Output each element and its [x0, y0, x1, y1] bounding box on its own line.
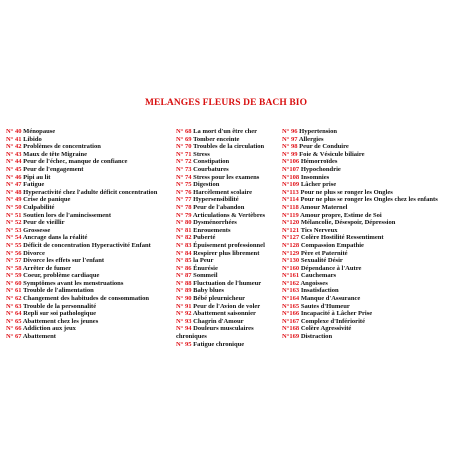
list-item	[6, 333, 176, 341]
item-number: N° 45	[6, 165, 22, 173]
item-number: N°160	[282, 264, 300, 272]
item-number: N°168	[282, 325, 300, 333]
list-item	[176, 128, 282, 136]
item-number: N° 42	[6, 143, 22, 151]
item-label: Peur de Conduire	[299, 143, 349, 151]
item-label: Peur de l'Avion de voler	[193, 302, 261, 310]
item-number: N°162	[282, 279, 300, 287]
item-number: N°114	[282, 196, 299, 204]
item-number: N° 68	[176, 128, 192, 135]
item-label: Dépendance à l'Autre	[300, 264, 362, 272]
item-label: Bébé pleurnicheur	[193, 295, 246, 303]
item-number: N° 75	[176, 181, 192, 189]
item-label-continuation: chroniques	[176, 333, 207, 341]
item-number: N°106	[282, 158, 300, 166]
list-item	[6, 227, 176, 235]
item-label: Compassion Empathie	[300, 241, 364, 249]
item-label: Respirer plus librement	[193, 249, 260, 257]
item-label: Tomber enceinte	[193, 135, 240, 143]
item-number: N° 76	[176, 188, 192, 196]
item-label: Stress pour les examens	[193, 173, 260, 181]
item-label: Problèmes de concentration	[23, 143, 101, 151]
item-number: N° 85	[176, 257, 192, 265]
list-item	[6, 272, 176, 280]
item-label: Incapacité à Lâcher Prise	[300, 310, 373, 318]
item-label: Allergies	[298, 135, 324, 143]
list-item	[6, 181, 176, 189]
list-item	[282, 204, 450, 212]
item-number: N° 98	[282, 143, 298, 151]
item-label: Fluctuation de l'humeur	[193, 279, 262, 287]
item-number: N° 73	[176, 165, 192, 173]
list-item	[176, 158, 282, 166]
item-number: N°113	[282, 188, 299, 196]
item-number: N° 82	[176, 234, 192, 242]
item-number: N° 44	[6, 158, 22, 166]
list-item	[176, 227, 282, 235]
item-number: N° 78	[176, 203, 192, 211]
item-label: Troubles de la circulation	[193, 143, 265, 151]
item-label: Complexe d'Infériorité	[300, 317, 365, 325]
item-number: N° 87	[176, 272, 192, 280]
item-number: N° 51	[6, 211, 22, 219]
item-label: Mélancolie, Désespoir, Dépression	[300, 219, 396, 227]
item-number: N° 94	[176, 325, 192, 333]
item-label: Enrouements	[193, 226, 231, 234]
item-label: Hémorroïdes	[300, 158, 338, 166]
list-item	[6, 166, 176, 174]
item-number: N° 52	[6, 219, 22, 227]
item-label: Peur de l'échec, manque de confiance	[23, 158, 128, 166]
list-item	[282, 333, 450, 341]
item-label: Épuisement professionnel	[193, 241, 265, 249]
item-label: Libido	[23, 135, 42, 143]
item-number: N°166	[282, 310, 300, 318]
item-number: N°128	[282, 241, 300, 249]
item-label: Grossesse	[23, 226, 51, 234]
item-number: N° 41	[6, 135, 22, 143]
list-item	[6, 318, 176, 326]
list-item	[6, 257, 176, 265]
list-item	[176, 136, 282, 144]
item-number: N°161	[282, 272, 300, 280]
list-item	[6, 287, 176, 295]
list-item	[176, 287, 282, 295]
item-label: Baby blues	[193, 287, 224, 295]
item-number: N° 53	[6, 226, 22, 234]
item-number: N° 77	[176, 196, 192, 204]
item-label: Peur de l'abandon	[193, 203, 245, 211]
item-number: N° 47	[6, 181, 22, 189]
item-label: Fatigue chronique	[193, 340, 245, 348]
item-number: N°118	[282, 203, 299, 211]
item-label: Addiction aux jeux	[22, 325, 76, 333]
list-item	[6, 250, 176, 258]
list-column-1	[6, 128, 176, 341]
item-label: Tics Nerveux	[300, 226, 338, 234]
item-number: N° 66	[6, 325, 22, 333]
list-item	[176, 204, 282, 212]
item-label: Manque d'Assurance	[300, 295, 361, 303]
list-item	[282, 257, 450, 265]
item-number: N° 62	[6, 295, 22, 303]
item-label: Insatisfaction	[300, 287, 339, 295]
item-number: N°164	[282, 295, 300, 303]
list-item	[282, 151, 450, 159]
item-label: Sexualité Désir	[300, 257, 343, 265]
item-label: Constipation	[193, 158, 230, 166]
item-label: Symptômes avant les menstruations	[23, 279, 124, 287]
item-number: N°169	[282, 333, 300, 341]
item-number: N° 95	[176, 340, 192, 348]
list-column-2	[176, 128, 282, 348]
item-label: Colère Agressivité	[300, 325, 352, 333]
item-label: Puberté	[193, 234, 216, 242]
list-item	[6, 265, 176, 273]
item-number: N° 88	[176, 279, 192, 287]
item-label: Énurésie	[193, 264, 218, 272]
list-item	[6, 158, 176, 166]
list-item	[282, 196, 450, 204]
item-label: Chagrin d'Amour	[193, 317, 244, 325]
list-item	[176, 310, 282, 318]
item-number: N° 69	[176, 135, 192, 143]
item-label: Pour ne plus se ronger les Ongles	[300, 188, 393, 196]
list-item	[176, 272, 282, 280]
list-item	[6, 280, 176, 288]
item-label: Hyperactivité chez l'adulte déficit concentration	[23, 188, 158, 196]
list-item	[282, 310, 450, 318]
list-item	[282, 143, 450, 151]
list-item	[6, 219, 176, 227]
item-number: N°120	[282, 219, 300, 227]
item-number: N° 56	[6, 249, 22, 257]
item-number: N° 72	[176, 158, 192, 166]
item-number: N° 70	[176, 143, 192, 151]
item-number: N° 83	[176, 241, 192, 249]
item-label: La mort d'un être cher	[193, 128, 258, 135]
item-label: Pipi au lit	[23, 173, 51, 181]
item-label: Harcèlement scolaire	[193, 188, 253, 196]
item-label: Digestion	[193, 181, 220, 189]
item-number: N° 50	[6, 203, 22, 211]
list-item	[176, 318, 282, 326]
item-label: Abattement saisonnier	[192, 310, 256, 318]
item-label: Culpabilité	[23, 203, 55, 211]
item-number: N°167	[282, 317, 300, 325]
list-item	[282, 272, 450, 280]
list-item	[176, 189, 282, 197]
item-number: N° 61	[6, 287, 22, 295]
item-label: Hypertension	[299, 128, 337, 135]
item-label: Trouble de la personnalité	[23, 302, 97, 310]
item-label: Divorce les effets sur l'enfant	[23, 257, 105, 265]
list-item	[176, 250, 282, 258]
item-label: Crise de panique	[23, 196, 71, 204]
list-item	[6, 136, 176, 144]
item-number: N° 43	[6, 150, 22, 158]
list-item	[6, 212, 176, 220]
list-item	[282, 128, 450, 136]
item-number: N° 92	[176, 310, 192, 318]
list-item	[6, 310, 176, 318]
list-item	[282, 136, 450, 144]
list-item	[176, 151, 282, 159]
list-item	[282, 181, 450, 189]
item-number: N° 91	[176, 302, 192, 310]
list-item	[282, 295, 450, 303]
list-item	[6, 196, 176, 204]
item-number: N°119	[282, 211, 299, 219]
item-number: N° 81	[176, 226, 192, 234]
item-label: Angoisses	[300, 279, 328, 287]
item-number: N° 71	[176, 150, 192, 158]
item-number: N°121	[282, 226, 300, 234]
list-item	[282, 189, 450, 197]
item-label: Amour Maternel	[300, 203, 348, 211]
item-label: la Peur	[193, 257, 214, 265]
item-label: Fatigue	[23, 181, 45, 189]
item-number: N°165	[282, 302, 300, 310]
list-item	[176, 196, 282, 204]
item-label: Lâcher prise	[300, 181, 337, 189]
item-label: Arrêter de fumer	[22, 264, 72, 272]
item-label: Foie & Vésicule biliaire	[299, 150, 365, 158]
list-item	[6, 143, 176, 151]
list-item	[6, 242, 176, 250]
item-number: N° 64	[6, 310, 22, 318]
list-item	[282, 227, 450, 235]
page-title: MELANGES FLEURS DE BACH BIO	[144, 98, 308, 108]
list-item	[282, 234, 450, 242]
list-item	[282, 219, 450, 227]
list-item	[6, 204, 176, 212]
item-number: N° 60	[6, 279, 22, 287]
list-item	[176, 174, 282, 182]
list-item	[282, 250, 450, 258]
item-label: Peur de vieillir	[23, 219, 65, 227]
item-label: Amour propre, Estime de Soi	[300, 211, 382, 219]
item-label: Abattement chez les jeunes	[22, 317, 99, 325]
item-label: Ménopause	[23, 128, 56, 135]
list-column-3	[282, 128, 450, 341]
item-number: N° 84	[176, 249, 192, 257]
item-number: N° 74	[176, 173, 192, 181]
item-number: N° 80	[176, 219, 192, 227]
item-number: N° 49	[6, 196, 22, 204]
list-item	[6, 174, 176, 182]
item-number: N° 65	[6, 317, 22, 325]
list-item	[282, 287, 450, 295]
item-label: Insomnies	[300, 173, 330, 181]
list-item	[176, 325, 282, 340]
item-number: N°129	[282, 249, 300, 257]
list-item	[176, 166, 282, 174]
item-number: N° 86	[176, 264, 192, 272]
item-number: N° 46	[6, 173, 22, 181]
item-label: Pour ne plus se ronger les Ongles chez les enfants	[300, 196, 438, 204]
list-item	[176, 219, 282, 227]
item-number: N° 40	[6, 128, 22, 135]
item-number: N°127	[282, 234, 300, 242]
list-item	[176, 143, 282, 151]
item-label: Déficit de concentration Hyperactivité Enfant	[23, 241, 151, 249]
item-label: Changement des habitudes de consommation	[23, 295, 150, 303]
item-number: N° 97	[282, 135, 298, 143]
item-number: N° 55	[6, 241, 22, 249]
item-label: Coeur, problème cardiaque	[23, 272, 100, 280]
item-number: N° 90	[176, 295, 192, 303]
list-item	[176, 234, 282, 242]
item-label: Trouble de l'alimentation	[23, 287, 94, 295]
item-number: N° 57	[6, 257, 22, 265]
item-label: Divorce	[23, 249, 45, 257]
list-item	[282, 166, 450, 174]
item-number: N°108	[282, 173, 300, 181]
list-item	[6, 303, 176, 311]
list-item	[176, 265, 282, 273]
item-number: N° 54	[6, 234, 22, 242]
list-item	[176, 212, 282, 220]
list-item	[282, 212, 450, 220]
list-item	[282, 318, 450, 326]
list-item	[176, 181, 282, 189]
list-item	[176, 257, 282, 265]
list-item	[6, 189, 176, 197]
item-label: Maux de tête Migraine	[23, 150, 87, 158]
item-number: N° 99	[282, 150, 298, 158]
item-label: Abattement	[22, 333, 56, 341]
item-number: N° 58	[6, 264, 22, 272]
list-item	[282, 174, 450, 182]
item-label: Douleurs musculaires	[193, 325, 254, 333]
item-label: Père et Paternité	[300, 249, 348, 257]
item-label: Colère Hostilité Ressentiment	[300, 234, 384, 242]
item-label: Hypersensibilité	[193, 196, 239, 204]
item-number: N°163	[282, 287, 300, 295]
item-label: Hypochondrie	[300, 165, 341, 173]
item-number: N°109	[282, 181, 300, 189]
list-item	[282, 325, 450, 333]
item-label: Articulations & Vertèbres	[192, 211, 266, 219]
item-label: Soutien lors de l'amincissement	[23, 211, 112, 219]
item-number: N° 79	[176, 211, 192, 219]
list-item	[176, 295, 282, 303]
list-item	[282, 242, 450, 250]
item-label: Ancrage dans la réalité	[22, 234, 88, 242]
list-item	[6, 234, 176, 242]
list-item	[176, 280, 282, 288]
list-item	[6, 128, 176, 136]
list-item	[176, 341, 282, 349]
list-item	[282, 280, 450, 288]
item-label: Sommeil	[193, 272, 218, 280]
list-item	[282, 265, 450, 273]
list-item	[176, 303, 282, 311]
item-label: Stress	[193, 150, 210, 158]
item-number: N° 59	[6, 272, 22, 280]
item-label: Peur de l'engagement	[23, 165, 84, 173]
item-number: N° 89	[176, 287, 192, 295]
item-number: N°130	[282, 257, 300, 265]
list-item	[6, 325, 176, 333]
list-item	[282, 303, 450, 311]
item-number: N° 48	[6, 188, 22, 196]
list-item	[282, 158, 450, 166]
item-number: N° 93	[176, 317, 192, 325]
item-label: Distraction	[300, 333, 333, 341]
item-label: Dysménorrhées	[193, 219, 237, 227]
list-item	[6, 295, 176, 303]
item-number: N°107	[282, 165, 300, 173]
item-label: Sautes d'Humeur	[300, 302, 350, 310]
item-number: N° 96	[282, 128, 298, 135]
item-number: N° 63	[6, 302, 22, 310]
item-label: Cauchemars	[300, 272, 337, 280]
item-label: Repli sur soi pathologique	[23, 310, 96, 318]
item-number: N° 67	[6, 333, 22, 341]
item-label: Courbatures	[193, 165, 229, 173]
list-item	[176, 242, 282, 250]
list-item	[6, 151, 176, 159]
